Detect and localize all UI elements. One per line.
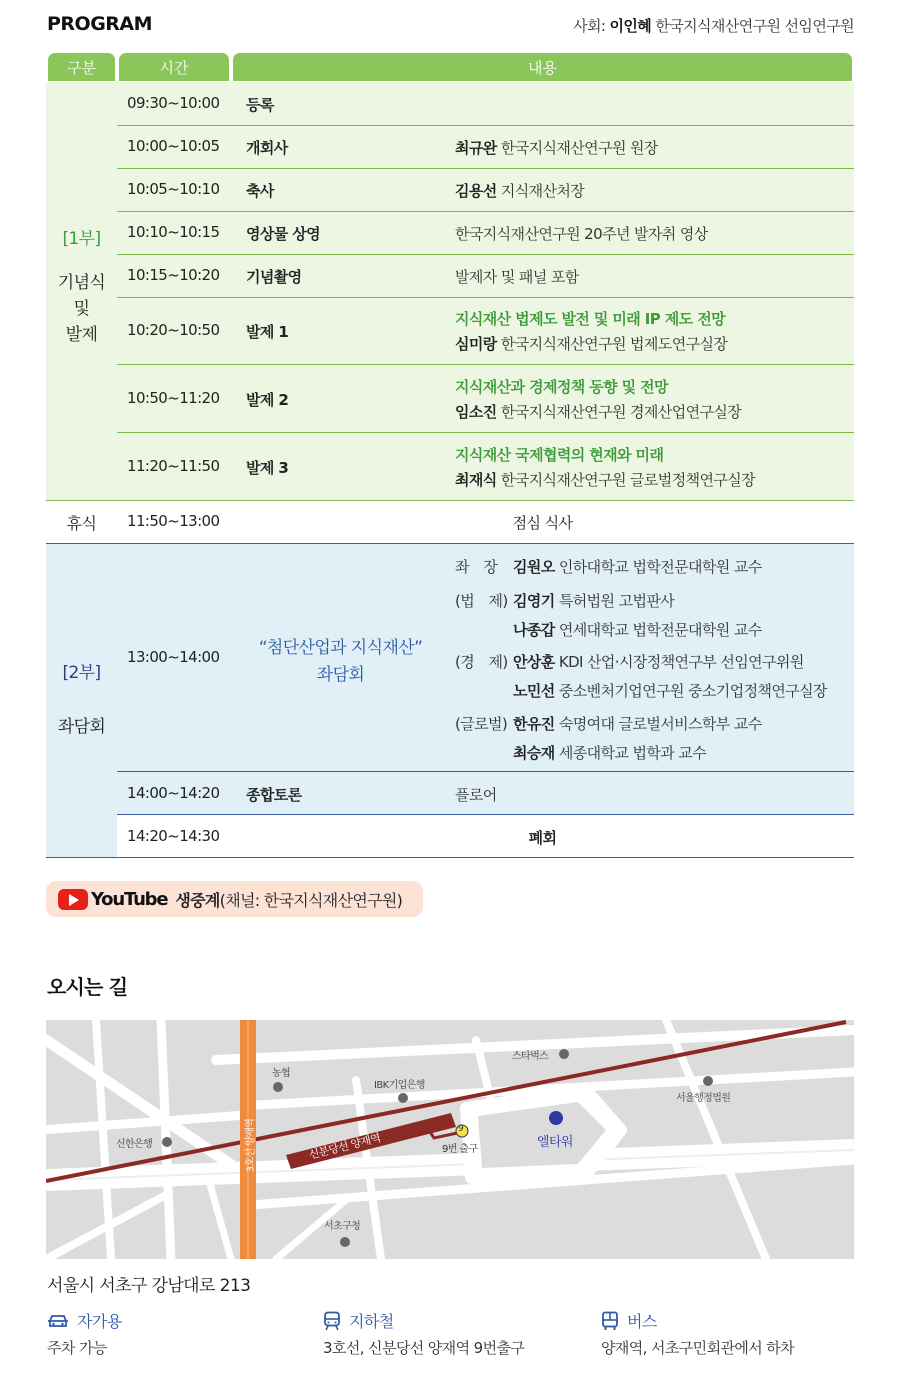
map-label-sinbundang: 신분당선 양재역 [307,1131,382,1162]
row-event: 기념촬영 [246,268,302,286]
panel-name: 김영기 [513,592,555,610]
bus-info: 양재역, 서초구민회관에서 하차 [601,1339,795,1357]
moderator-org: 한국지식재산연구원 선임연구원 [655,17,854,35]
row-time: 10:05~10:10 [127,180,220,198]
panel-detail: 중소벤처기업연구원 중소기업정책연구실장 [558,682,827,700]
panel-member [455,556,762,577]
row-event: 영상물 상영 [246,225,321,243]
section-divider [46,543,854,544]
panel-detail: 연세대학교 법학전문대학원 교수 [558,621,762,639]
subway-icon [323,1311,341,1331]
section-divider [46,500,854,501]
closing-event: 폐회 [528,829,557,847]
panel-role: (법 제) [455,592,508,610]
break-time: 11:50~13:00 [127,512,220,530]
row-time: 09:30~10:00 [127,94,220,112]
part2-label-background [46,814,117,857]
speaker-detail: 지식재산처장 [500,182,585,200]
panel-member [455,713,762,734]
map-label-eltower: 엘타워 [537,1135,573,1150]
part1-title-line1: 기념식 [57,273,106,293]
part2-number: [2부] [62,663,101,683]
roundtable-title-line1: “첨단산업과 지식재산” [258,638,423,658]
roundtable-title-line2: 좌담회 [316,665,365,685]
location-dot-icon [398,1093,408,1103]
subway-info: 3호선, 신분당선 양재역 9번출구 [323,1339,525,1357]
address: 서울시 서초구 강남대로 213 [47,1276,251,1296]
row-content [455,401,741,422]
transport-subway [323,1309,394,1332]
row-time: 10:20~10:50 [127,321,220,339]
row-divider [117,254,854,255]
part1-title-line3: 발제 [65,325,98,345]
youtube-channel [175,888,402,911]
row-time: 11:20~11:50 [127,457,220,475]
transport-car [47,1309,122,1332]
map-label-exit: 9번 출구 [442,1144,478,1155]
transport-bus [601,1309,657,1332]
row-time: 10:10~10:15 [127,223,220,241]
header-time: 시간 [119,53,229,81]
panel-member [455,742,706,763]
panel-name: 김원오 [513,558,555,576]
program-title: PROGRAM [47,13,153,35]
bus-label: 버스 [627,1312,657,1331]
part1-label [46,226,117,348]
roundtable-time: 13:00~14:00 [127,648,220,666]
speaker-name: 최재식 [455,471,497,489]
channel-name: (채널: 한국지식재산연구원) [219,890,403,910]
panel-member [455,651,804,672]
speaker-detail: 한국지식재산연구원 글로벌정책연구실장 [500,471,756,489]
speaker-name: 김용선 [455,182,497,200]
car-icon [47,1313,69,1329]
row-content [455,137,658,158]
location-dot-icon [703,1076,713,1086]
row-time: 10:50~11:20 [127,389,220,407]
map-label-shinhan: 신한은행 [116,1139,153,1150]
row-time: 10:15~10:20 [127,266,220,284]
speaker-detail: 한국지식재산연구원 경제산업연구실장 [500,403,742,421]
row-event: 발제 1 [246,323,289,341]
youtube-logo-icon [58,889,88,910]
bus-icon [601,1311,619,1331]
row-content [455,180,584,201]
panel-detail: 숙명여대 글로벌서비스학부 교수 [558,715,762,733]
row-event: 개회사 [246,139,288,157]
row-divider [117,125,854,126]
location-map[interactable] [46,1020,854,1259]
row-event: 등록 [246,96,274,114]
panel-role: (글로벌) [455,715,508,733]
row-divider [117,432,854,433]
row-divider [117,364,854,365]
closing-time: 14:20~14:30 [127,827,220,845]
moderator-info [573,15,854,36]
row-content [455,469,755,490]
panel-member [455,590,674,611]
row-content: 한국지식재산연구원 20주년 발자취 영상 [455,225,708,243]
part2-label [46,660,117,740]
location-dot-icon [340,1237,350,1247]
row-event: 발제 2 [246,391,289,409]
row-divider [117,771,854,772]
map-label-starbucks: 스타벅스 [512,1051,549,1062]
panel-role: (경 제) [455,653,508,671]
part1-number: [1부] [62,229,101,249]
location-dot-icon [559,1049,569,1059]
subway-label: 지하철 [349,1312,394,1331]
table-bottom-border [46,857,854,858]
panel-name: 안상훈 [513,653,555,671]
speaker-detail: 한국지식재산연구원 법제도연구실장 [500,335,728,353]
moderator-prefix: 사회: [573,17,606,35]
map-exit-number: 9 [458,1124,464,1134]
break-content: 점심 식사 [512,514,573,532]
location-dot-icon [162,1137,172,1147]
part1-title-line2: 및 [73,299,90,319]
row-content [455,333,727,354]
panel-member [455,619,762,640]
panel-detail: 인하대학교 법학전문대학원 교수 [558,558,762,576]
speaker-detail: 한국지식재산연구원 원장 [500,139,658,157]
row-time: 10:00~10:05 [127,137,220,155]
presentation-topic: 지식재산 국제협력의 현재와 미래 [455,446,664,464]
panel-name: 노민선 [513,682,555,700]
youtube-live-badge[interactable] [46,881,423,917]
row-divider [117,211,854,212]
panel-name: 나종갑 [513,621,555,639]
discussion-event: 종합토론 [246,786,302,804]
panel-detail: 세종대학교 법학과 교수 [558,744,707,762]
row-event: 축사 [246,182,274,200]
break-label: 휴식 [66,514,97,533]
live-label: 생중계 [175,890,220,910]
panel-detail: 특허법원 고법판사 [558,592,675,610]
part2-background [46,544,854,814]
panel-name: 한유진 [513,715,555,733]
row-event: 발제 3 [246,459,289,477]
moderator-name: 이인혜 [609,17,652,35]
presentation-topic: 지식재산 법제도 발전 및 미래 IP 제도 전망 [455,310,725,328]
speaker-name: 임소진 [455,403,497,421]
presentation-topic: 지식재산과 경제정책 동향 및 전망 [455,378,668,396]
location-dot-icon [273,1082,283,1092]
map-label-ibk: IBK기업은행 [374,1080,425,1091]
map-label-court: 서울행정법원 [676,1093,731,1104]
header-category: 구분 [48,53,115,81]
panel-name: 최승재 [513,744,555,762]
header-content: 내용 [233,53,852,81]
speaker-name: 심미랑 [455,335,497,353]
youtube-word: YouTube [91,888,168,910]
map-label-line3: 3호선 양재역 [245,1118,257,1173]
map-label-nonghyup: 농협 [272,1068,291,1079]
car-label: 자가용 [77,1312,122,1331]
row-divider [117,297,854,298]
row-divider [117,168,854,169]
discussion-detail: 플로어 [455,786,497,804]
car-info: 주차 가능 [47,1339,107,1357]
part2-title: 좌담회 [57,717,106,737]
speaker-name: 최규완 [455,139,497,157]
panel-role: 좌 장 [455,558,498,576]
discussion-time: 14:00~14:20 [127,784,220,802]
destination-marker-icon [549,1111,563,1125]
row-divider [117,814,854,815]
map-label-seocho-office: 서초구청 [324,1221,361,1232]
row-content: 발제자 및 패널 포함 [455,268,579,286]
directions-title: 오시는 길 [47,975,128,999]
panel-member [455,680,827,701]
panel-detail: KDI 산업·시장정책연구부 선임연구위원 [558,653,804,671]
